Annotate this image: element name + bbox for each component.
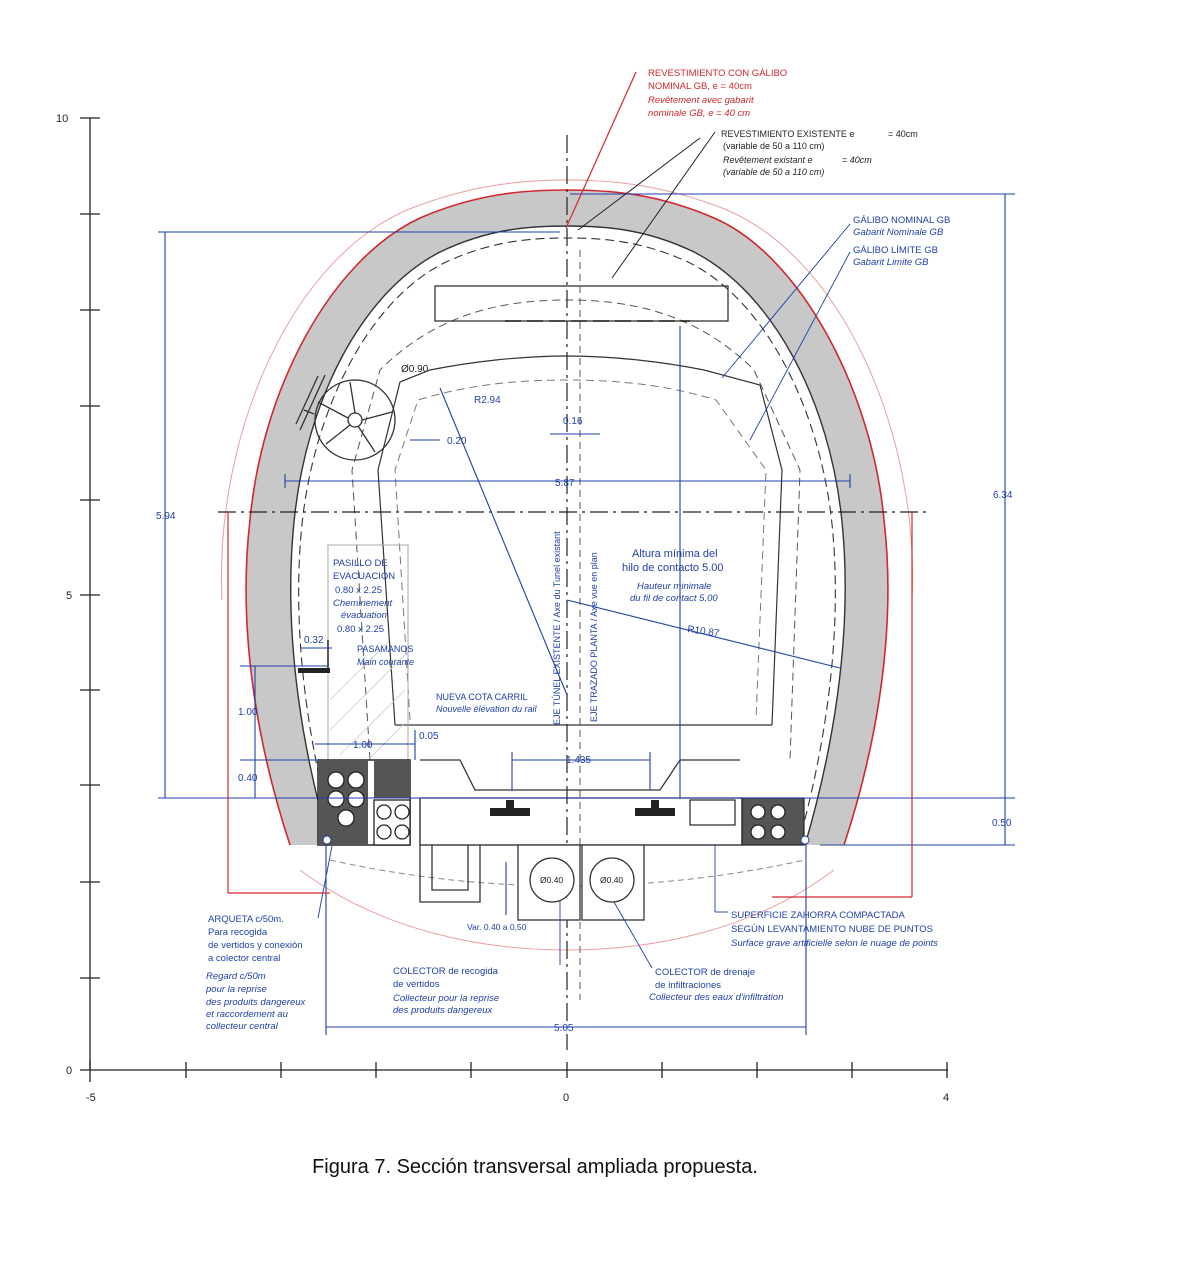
dim-d016: 0.16: [563, 416, 583, 427]
svg-text:Altura mínima del: Altura mínima del: [632, 548, 718, 560]
dim-pipe2: Ø0.40: [600, 875, 624, 885]
svg-text:Collecteur pour la reprise: Collecteur pour la reprise: [393, 993, 500, 1004]
dim-d050: 0.50: [992, 818, 1012, 829]
svg-text:évacuation: évacuation: [341, 610, 387, 621]
svg-text:Gabarit Nominale GB: Gabarit Nominale GB: [853, 227, 944, 238]
x-tick-4: 4: [943, 1092, 950, 1104]
svg-text:GÁLIBO NOMINAL GB: GÁLIBO NOMINAL GB: [853, 215, 951, 226]
left-trench-block: [374, 760, 410, 798]
svg-text:Para recogida: Para recogida: [208, 927, 268, 938]
svg-text:(variable de 50 a 110 cm): (variable de 50 a 110 cm): [723, 141, 825, 151]
axis-tick-labels: [56, 113, 949, 1104]
dim-pipe1: Ø0.40: [540, 875, 564, 885]
svg-text:Gabarit Limite GB: Gabarit Limite GB: [853, 257, 929, 268]
svg-text:pour la reprise: pour la reprise: [206, 984, 267, 995]
svg-text:collecteur central: collecteur central: [206, 1021, 278, 1032]
svg-text:hilo de contacto 5.00: hilo de contacto 5.00: [622, 562, 724, 574]
svg-text:Revêtement existant e: Revêtement existant e: [723, 155, 813, 165]
y-tick-5: 5: [66, 590, 73, 602]
anchor-right: [801, 836, 809, 844]
y-tick-0: 0: [66, 1065, 73, 1077]
dim-d505: 5.05: [554, 1023, 574, 1034]
dim-d040: 0.40: [238, 773, 258, 784]
svg-text:des produits dangereux: des produits dangereux: [206, 997, 306, 1008]
note-cota-carril: [436, 692, 538, 714]
svg-text:PASILLO DE: PASILLO DE: [333, 558, 388, 569]
drain-channel-right: [690, 800, 735, 825]
svg-text:EVACUACIÓN: EVACUACIÓN: [333, 571, 396, 582]
svg-text:a colector central: a colector central: [208, 953, 281, 964]
dim-d005: 0.05: [419, 731, 439, 742]
svg-text:0.80 x 2.25: 0.80 x 2.25: [335, 585, 383, 596]
dim-r1087: R10.87: [686, 624, 721, 640]
svg-text:= 40cm: = 40cm: [888, 129, 918, 139]
svg-text:Collecteur des eaux d'infiltra: Collecteur des eaux d'infiltration: [649, 992, 784, 1003]
right-cable-trench: [742, 798, 804, 845]
svg-text:Cheminement: Cheminement: [333, 598, 393, 609]
svg-text:PASAMANOS: PASAMANOS: [357, 644, 414, 654]
svg-text:Regard c/50m: Regard c/50m: [206, 971, 266, 982]
svg-text:ARQUETA c/50m.: ARQUETA c/50m.: [208, 914, 284, 925]
catenary-beam: [435, 286, 728, 321]
svg-text:SEGÚN LEVANTAMIENTO NUBE DE PU: SEGÚN LEVANTAMIENTO NUBE DE PUNTOS: [731, 924, 934, 935]
svg-text:de vertidos: de vertidos: [393, 979, 440, 990]
y-tick-10: 10: [56, 113, 69, 125]
eje-tunel-label: EJE TÚNEL EXISTENTE / Axe du Tunel existant: [552, 531, 562, 725]
svg-text:des produits dangereux: des produits dangereux: [393, 1005, 493, 1016]
svg-text:Hauteur minimale: Hauteur minimale: [637, 581, 712, 592]
eje-trazado-label: EJE TRAZADO PLANTA / Axe vue en plan: [589, 552, 599, 722]
svg-text:et raccordement au: et raccordement au: [206, 1009, 288, 1020]
svg-text:NOMINAL GB, e = 40cm: NOMINAL GB, e = 40cm: [648, 81, 752, 92]
note-altura: [622, 548, 724, 604]
anchor-left: [323, 836, 331, 844]
svg-text:NUEVA COTA CARRIL: NUEVA COTA CARRIL: [436, 692, 528, 702]
svg-text:COLECTOR de drenaje: COLECTOR de drenaje: [655, 967, 756, 978]
rail-right: [635, 800, 675, 816]
svg-text:Main courante: Main courante: [357, 657, 415, 667]
svg-text:nominale GB, e = 40 cm: nominale GB, e = 40 cm: [648, 108, 751, 119]
svg-text:COLECTOR de recogida: COLECTOR de recogida: [393, 966, 498, 977]
note-revestimiento-gb: [648, 68, 787, 119]
dim-d634: 6.34: [993, 490, 1013, 501]
track-bed: [420, 798, 742, 845]
svg-text:= 40cm: = 40cm: [842, 155, 872, 165]
note-colector-drenaje: [649, 967, 783, 1003]
dim-var: Var. 0.40 a 0.50: [467, 922, 527, 932]
svg-text:REVESTIMIENTO CON GÁLIBO: REVESTIMIENTO CON GÁLIBO: [648, 68, 788, 79]
dim-d090: Ø0.90: [401, 364, 429, 375]
dim-d100v: 1.00: [238, 707, 258, 718]
svg-text:GÁLIBO LÍMITE GB: GÁLIBO LÍMITE GB: [853, 245, 938, 256]
note-arqueta: [205, 914, 307, 1032]
dim-d100h: 1.00: [353, 740, 373, 751]
note-revestimiento-existente: [721, 129, 918, 177]
x-tick-neg5: -5: [86, 1092, 96, 1104]
note-pasamanos: [357, 644, 414, 667]
svg-text:0.80 x 2.25: 0.80 x 2.25: [337, 624, 385, 635]
arqueta-box: [420, 845, 480, 902]
dim-d032: 0.32: [304, 635, 324, 646]
x-tick-0: 0: [563, 1092, 570, 1104]
note-galibo: [853, 215, 950, 268]
figure-caption: Figura 7. Sección transversal ampliada propuesta.: [312, 1156, 758, 1178]
rail-left: [490, 800, 530, 816]
dim-r294: R2.94: [474, 395, 501, 406]
svg-text:de infiltraciones: de infiltraciones: [655, 980, 722, 991]
svg-text:(variable de 50 a 110 cm): (variable de 50 a 110 cm): [723, 167, 825, 177]
note-zahorra: [731, 910, 938, 949]
svg-text:REVESTIMIENTO EXISTENTE e: REVESTIMIENTO EXISTENTE e: [721, 129, 855, 139]
svg-text:Surface grave artificielle sel: Surface grave artificielle selon le nuage de points: [731, 938, 939, 949]
note-colector-vertidos: [393, 966, 499, 1016]
dim-d1435: 1.435: [566, 755, 592, 766]
svg-text:du fil de contact 5.00: du fil de contact 5.00: [630, 593, 718, 604]
lining-inner-line: [291, 226, 845, 845]
dim-d020: 0.20: [447, 436, 467, 447]
svg-text:SUPERFICIE ZAHORRA COMPACTADA: SUPERFICIE ZAHORRA COMPACTADA: [731, 910, 905, 921]
dim-d587: 5.87: [555, 478, 575, 489]
handrail-post: [298, 668, 330, 673]
svg-text:Revêtement avec gabarit: Revêtement avec gabarit: [648, 95, 754, 106]
svg-text:Nouvelle élévation du rail: Nouvelle élévation du rail: [436, 704, 537, 714]
svg-text:de vertidos y conexión: de vertidos y conexión: [208, 940, 303, 951]
dim-d594: 5.94: [156, 511, 176, 522]
